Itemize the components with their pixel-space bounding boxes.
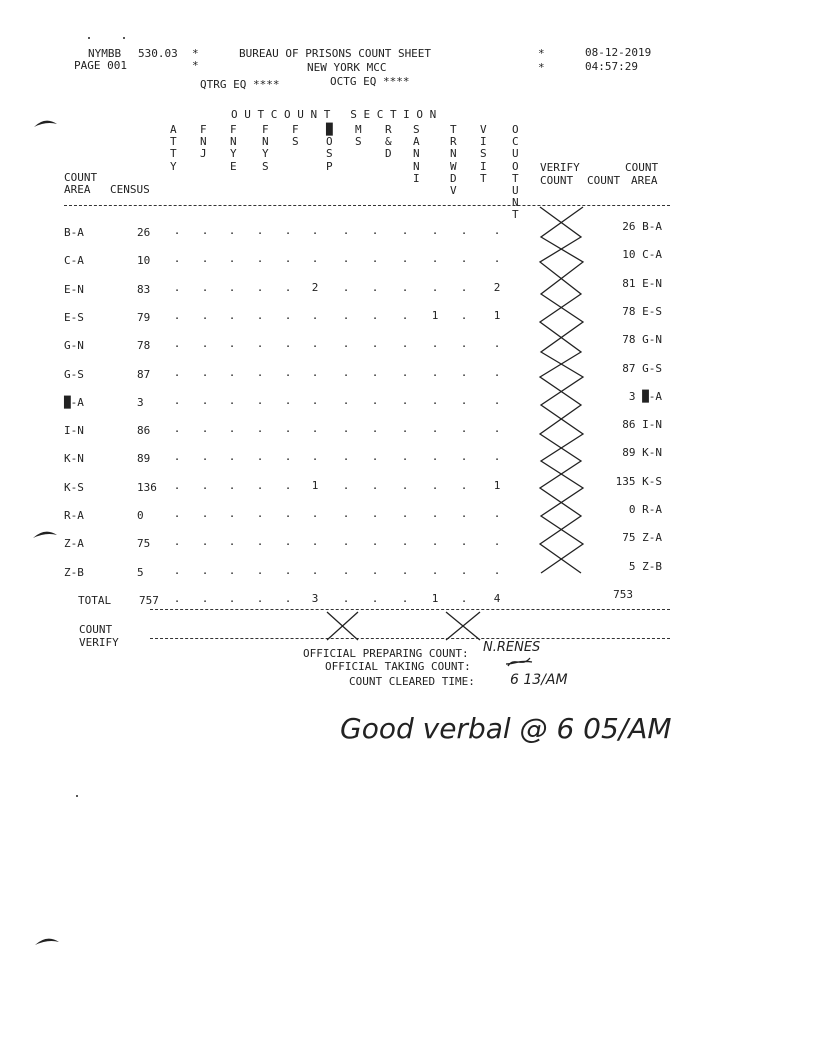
verify-count-area: 89 K-N [622, 446, 662, 460]
outcount-value: 1 [431, 308, 439, 322]
count-area: Z-B [64, 565, 84, 579]
outcount-empty-dot: . [173, 535, 181, 549]
area-right-header: AREA [631, 174, 658, 187]
outcount-empty-dot: . [401, 535, 409, 549]
outcount-empty-dot: . [431, 280, 439, 294]
count-area: E-N [64, 282, 84, 296]
system-id: NYMBB [88, 47, 122, 60]
outcount-empty-dot: . [342, 365, 350, 379]
outcount-empty-dot: . [201, 337, 209, 351]
outcount-empty-dot: . [431, 450, 439, 464]
column-header-char: N [262, 135, 269, 149]
column-header-char: S [262, 159, 269, 173]
count-right-header: COUNT [625, 161, 659, 174]
outcount-empty-dot: . [173, 365, 181, 379]
outcount-empty-dot: . [460, 535, 468, 549]
count-right-header-2: COUNT [587, 174, 621, 187]
outcount-empty-dot: . [342, 252, 350, 266]
outcount-empty-dot: . [201, 393, 209, 407]
sheet-title: BUREAU OF PRISONS COUNT SHEET [239, 47, 432, 60]
cleared-time: 6 13/AM [510, 672, 568, 688]
outcount-empty-dot: . [284, 478, 292, 492]
outcount-empty-dot: . [173, 591, 181, 605]
outcount-empty-dot: . [371, 591, 379, 605]
count-area: G-S [64, 367, 84, 381]
outcount-empty-dot: . [201, 280, 209, 294]
outcount-empty-dot: . [460, 422, 468, 436]
outcount-empty-dot: . [401, 507, 409, 520]
outcount-empty-dot: . [256, 422, 264, 436]
outcount-empty-dot: . [173, 224, 181, 237]
count-area: █-A [64, 395, 84, 409]
outcount-empty-dot: . [284, 365, 292, 379]
hole-punch-mark [34, 121, 57, 127]
column-header-char: T [512, 208, 519, 222]
total-x-mark [446, 612, 480, 640]
total-verify-count: 753 [613, 587, 633, 601]
column-header-char: N [413, 159, 420, 173]
outcount-empty-dot: . [371, 252, 379, 266]
outcount-empty-dot: . [284, 393, 292, 407]
outcount-empty-dot: . [201, 591, 209, 605]
column-header-char: S [413, 123, 420, 136]
outcount-empty-dot: . [228, 393, 236, 407]
outcount-empty-dot: . [311, 535, 319, 549]
outcount-empty-dot: . [493, 507, 501, 520]
column-header-char: E [230, 159, 237, 173]
census-value: 83 [137, 282, 151, 296]
census-value: 26 [137, 226, 151, 239]
column-header-char: T [170, 135, 177, 149]
outcount-empty-dot: . [228, 280, 236, 294]
outcount-empty-dot: . [460, 337, 468, 351]
column-header-char: F [262, 123, 269, 136]
verify-header: VERIFY [540, 161, 580, 174]
outcount-empty-dot: . [493, 535, 501, 549]
outcount-empty-dot: . [201, 507, 209, 520]
outcount-empty-dot: . [493, 252, 501, 266]
outcount-empty-dot: . [342, 337, 350, 351]
census-value: 79 [137, 310, 151, 324]
count-verify-label: COUNT [79, 623, 113, 636]
outcount-empty-dot: . [401, 337, 409, 351]
column-header-char: N [230, 135, 237, 149]
hole-punch-mark [35, 939, 59, 945]
outcount-section-title: O U T C O U N T S E C T I O N [231, 108, 437, 121]
column-header-char: C [512, 135, 519, 149]
census-value: 757 [139, 593, 159, 607]
outcount-empty-dot: . [173, 393, 181, 407]
outcount-empty-dot: . [431, 507, 439, 520]
octg-label: OCTG EQ **** [330, 75, 410, 88]
census-value: 86 [137, 424, 151, 438]
column-header-char: I [413, 171, 420, 185]
outcount-empty-dot: . [311, 337, 319, 351]
column-header-char: T [450, 123, 457, 136]
outcount-empty-dot: . [401, 224, 409, 237]
outcount-empty-dot: . [311, 422, 319, 436]
outcount-value: 2 [311, 280, 319, 294]
outcount-empty-dot: . [431, 535, 439, 549]
outcount-empty-dot: . [401, 478, 409, 492]
outcount-empty-dot: . [256, 507, 264, 520]
column-header-char: D [450, 171, 457, 185]
report-time: 04:57:29 [585, 60, 638, 73]
qtrg-label: QTRG EQ **** [200, 78, 280, 91]
outcount-empty-dot: . [201, 422, 209, 436]
outcount-empty-dot: . [284, 450, 292, 464]
column-header-char: T [512, 171, 519, 185]
preparing-signature: N.RENES [483, 640, 541, 655]
outcount-empty-dot: . [173, 280, 181, 294]
census-value: 5 [137, 565, 144, 579]
outcount-empty-dot: . [256, 478, 264, 492]
outcount-empty-dot: . [371, 478, 379, 492]
outcount-empty-dot: . [493, 337, 501, 351]
census-header: CENSUS [110, 183, 150, 196]
outcount-empty-dot: . [284, 507, 292, 520]
outcount-empty-dot: . [256, 337, 264, 351]
outcount-empty-dot: . [284, 563, 292, 577]
column-header-char: O [512, 159, 519, 173]
column-header-char: S [355, 135, 362, 149]
hole-punch-mark [33, 532, 57, 538]
census-value: 78 [137, 339, 151, 353]
verify-count-area: 81 E-N [622, 276, 662, 290]
verify-count-header: COUNT [540, 174, 574, 187]
outcount-empty-dot: . [201, 224, 209, 237]
outcount-empty-dot: . [401, 252, 409, 266]
outcount-empty-dot: . [284, 280, 292, 294]
column-header-char: J [200, 147, 207, 161]
header-star: * [192, 47, 199, 60]
count-area: K-N [64, 452, 84, 466]
outcount-empty-dot: . [284, 591, 292, 605]
outcount-empty-dot: . [342, 422, 350, 436]
column-header-char: F [200, 123, 207, 136]
outcount-empty-dot: . [173, 450, 181, 464]
outcount-empty-dot: . [342, 450, 350, 464]
taking-label: OFFICIAL TAKING COUNT: [325, 660, 471, 673]
outcount-empty-dot: . [311, 450, 319, 464]
outcount-empty-dot: . [256, 450, 264, 464]
verify-count-area: 0 R-A [628, 503, 662, 516]
column-header-char: A [170, 123, 177, 136]
outcount-empty-dot: . [342, 393, 350, 407]
outcount-empty-dot: . [284, 535, 292, 549]
outcount-empty-dot: . [401, 422, 409, 436]
outcount-empty-dot: . [201, 535, 209, 549]
outcount-empty-dot: . [460, 393, 468, 407]
outcount-empty-dot: . [371, 308, 379, 322]
outcount-empty-dot: . [493, 393, 501, 407]
outcount-empty-dot: . [401, 308, 409, 322]
verify-count-area: 10 C-A [622, 248, 662, 262]
outcount-empty-dot: . [431, 422, 439, 436]
count-area: R-A [64, 509, 84, 522]
outcount-empty-dot: . [256, 365, 264, 379]
outcount-value: 1 [493, 478, 501, 492]
outcount-empty-dot: . [371, 535, 379, 549]
outcount-empty-dot: . [371, 422, 379, 436]
census-value: 3 [137, 395, 144, 409]
report-date: 08-12-2019 [585, 46, 652, 59]
outcount-empty-dot: . [228, 507, 236, 520]
outcount-empty-dot: . [371, 393, 379, 407]
count-area: B-A [64, 226, 84, 239]
column-header-char: O [326, 135, 333, 149]
outcount-empty-dot: . [228, 308, 236, 322]
column-header-char: D [385, 147, 392, 161]
column-header-char: N [512, 196, 519, 210]
outcount-empty-dot: . [431, 337, 439, 351]
outcount-empty-dot: . [493, 224, 501, 237]
taking-signature-scribble [506, 658, 532, 666]
handwritten-note: Good verbal @ 6 05/AM [340, 712, 672, 745]
outcount-empty-dot: . [228, 252, 236, 266]
count-area: K-S [64, 480, 84, 494]
outcount-empty-dot: . [401, 563, 409, 577]
outcount-empty-dot: . [371, 280, 379, 294]
outcount-empty-dot: . [431, 563, 439, 577]
outcount-empty-dot: . [460, 252, 468, 266]
column-header-char: T [480, 171, 487, 185]
column-header-char: N [413, 147, 420, 161]
column-header-char: W [450, 159, 457, 173]
outcount-empty-dot: . [431, 365, 439, 379]
column-header-char: I [480, 135, 487, 149]
column-header-char: U [512, 147, 519, 161]
outcount-empty-dot: . [371, 365, 379, 379]
cleared-label: COUNT CLEARED TIME: [349, 675, 475, 688]
column-header-char: I [480, 159, 487, 173]
outcount-empty-dot: . [284, 252, 292, 266]
verify-count-area: 26 B-A [622, 220, 662, 233]
column-header-char: A [413, 135, 420, 149]
page-number: PAGE 001 [74, 59, 127, 72]
outcount-empty-dot: . [311, 563, 319, 577]
verify-count-area: 135 K-S [615, 474, 662, 488]
outcount-empty-dot: . [401, 365, 409, 379]
census-value: 0 [137, 509, 144, 522]
outcount-empty-dot: . [201, 308, 209, 322]
outcount-empty-dot: . [256, 280, 264, 294]
outcount-empty-dot: . [342, 535, 350, 549]
verify-count-area: 3 █-A [628, 389, 662, 403]
outcount-empty-dot: . [311, 365, 319, 379]
outcount-empty-dot: . [228, 422, 236, 436]
outcount-empty-dot: . [401, 591, 409, 605]
outcount-empty-dot: . [256, 252, 264, 266]
count-verify-label-2: VERIFY [79, 636, 119, 649]
outcount-empty-dot: . [173, 308, 181, 322]
outcount-empty-dot: . [371, 224, 379, 237]
verify-zigzag [540, 207, 581, 573]
outcount-empty-dot: . [311, 308, 319, 322]
outcount-empty-dot: . [342, 224, 350, 237]
count-area: G-N [64, 339, 84, 353]
outcount-empty-dot: . [493, 563, 501, 577]
census-value: 10 [137, 254, 151, 268]
column-header-char: V [450, 184, 457, 197]
outcount-empty-dot: . [228, 563, 236, 577]
outcount-empty-dot: . [311, 224, 319, 237]
outcount-empty-dot: . [201, 478, 209, 492]
column-header-char: N [200, 135, 207, 149]
outcount-empty-dot: . [256, 591, 264, 605]
outcount-value: 2 [493, 280, 501, 294]
outcount-empty-dot: . [460, 224, 468, 237]
column-header-char: N [450, 147, 457, 161]
column-header-char: R [385, 123, 392, 136]
outcount-value: 1 [493, 308, 501, 322]
outcount-empty-dot: . [311, 507, 319, 520]
preparing-label: OFFICIAL PREPARING COUNT: [303, 647, 469, 660]
outcount-empty-dot: . [460, 507, 468, 520]
outcount-empty-dot: . [228, 478, 236, 492]
column-header-char: Y [262, 147, 269, 161]
outcount-empty-dot: . [371, 563, 379, 577]
column-header-char: & [385, 135, 392, 149]
column-header-char: R [450, 135, 457, 149]
outcount-empty-dot: . [173, 507, 181, 520]
outcount-empty-dot: . [401, 450, 409, 464]
outcount-empty-dot: . [371, 450, 379, 464]
outcount-empty-dot: . [173, 422, 181, 436]
outcount-empty-dot: . [256, 308, 264, 322]
column-header-char: P [326, 159, 333, 173]
outcount-value: 4 [493, 591, 501, 605]
outcount-empty-dot: . [342, 507, 350, 520]
total-x-mark [327, 612, 358, 640]
outcount-empty-dot: . [284, 224, 292, 237]
column-header-char: S [326, 147, 333, 161]
verify-count-area: 87 G-S [622, 361, 662, 375]
total-label: TOTAL [78, 593, 112, 607]
column-header-char: O [512, 123, 519, 136]
outcount-empty-dot: . [284, 337, 292, 351]
outcount-empty-dot: . [228, 337, 236, 351]
outcount-empty-dot: . [371, 507, 379, 520]
outcount-empty-dot: . [228, 450, 236, 464]
outcount-empty-dot: . [201, 563, 209, 577]
count-area: E-S [64, 310, 84, 324]
outcount-empty-dot: . [228, 535, 236, 549]
column-header-char: S [480, 147, 487, 161]
column-header-char: U [512, 184, 519, 197]
outcount-empty-dot: . [173, 252, 181, 266]
outcount-empty-dot: . [401, 393, 409, 407]
outcount-empty-dot: . [256, 224, 264, 237]
outcount-empty-dot: . [228, 365, 236, 379]
column-header-char: F [292, 123, 299, 136]
outcount-value: 1 [431, 591, 439, 605]
verify-count-area: 78 E-S [622, 304, 662, 318]
outcount-empty-dot: . [173, 563, 181, 577]
count-area: Z-A [64, 537, 84, 551]
column-header-char: F [230, 123, 237, 136]
outcount-empty-dot: . [228, 591, 236, 605]
column-header-char: T [170, 147, 177, 161]
outcount-empty-dot: . [460, 478, 468, 492]
outcount-empty-dot: . [460, 308, 468, 322]
census-value: 87 [137, 367, 151, 381]
column-header-char: Y [230, 147, 237, 161]
header-star: * [192, 59, 199, 72]
outcount-empty-dot: . [493, 365, 501, 379]
outcount-empty-dot: . [493, 422, 501, 436]
column-header-char: M [355, 123, 362, 136]
outcount-empty-dot: . [431, 478, 439, 492]
outcount-empty-dot: . [256, 563, 264, 577]
column-header-char: S [292, 135, 299, 149]
outcount-empty-dot: . [173, 337, 181, 351]
outcount-empty-dot: . [460, 563, 468, 577]
verify-count-area: 78 G-N [622, 333, 662, 347]
outcount-empty-dot: . [228, 224, 236, 237]
outcount-empty-dot: . [201, 450, 209, 464]
outcount-empty-dot: . [460, 365, 468, 379]
area-header: AREA [64, 183, 91, 196]
outcount-empty-dot: . [342, 308, 350, 322]
outcount-empty-dot: . [460, 591, 468, 605]
column-header-char: █ [326, 123, 333, 136]
outcount-empty-dot: . [431, 252, 439, 266]
outcount-empty-dot: . [342, 591, 350, 605]
outcount-empty-dot: . [256, 535, 264, 549]
outcount-empty-dot: . [342, 563, 350, 577]
outcount-empty-dot: . [460, 280, 468, 294]
column-header-char: Y [170, 159, 177, 173]
outcount-empty-dot: . [401, 280, 409, 294]
outcount-empty-dot: . [493, 450, 501, 464]
outcount-empty-dot: . [173, 478, 181, 492]
verify-count-area: 75 Z-A [622, 531, 662, 545]
census-value: 89 [137, 452, 151, 466]
outcount-empty-dot: . [201, 365, 209, 379]
census-value: 136 [137, 480, 157, 494]
outcount-empty-dot: . [342, 280, 350, 294]
outcount-value: 3 [311, 591, 319, 605]
count-area: C-A [64, 254, 84, 268]
column-header-char: V [480, 123, 487, 136]
outcount-empty-dot: . [201, 252, 209, 266]
header-star: * [538, 61, 545, 74]
verify-zigzag [541, 207, 583, 573]
outcount-empty-dot: . [431, 393, 439, 407]
count-area: I-N [64, 424, 84, 438]
verify-count-area: 5 Z-B [628, 559, 662, 573]
outcount-empty-dot: . [311, 393, 319, 407]
outcount-empty-dot: . [284, 422, 292, 436]
outcount-empty-dot: . [284, 308, 292, 322]
verify-count-area: 86 I-N [622, 418, 662, 432]
outcount-empty-dot: . [342, 478, 350, 492]
version-number: 530.03 [138, 47, 178, 60]
outcount-empty-dot: . [311, 252, 319, 266]
facility-name: NEW YORK MCC [307, 61, 387, 74]
outcount-empty-dot: . [431, 224, 439, 237]
outcount-empty-dot: . [371, 337, 379, 351]
outcount-empty-dot: . [460, 450, 468, 464]
outcount-empty-dot: . [256, 393, 264, 407]
count-header: COUNT [64, 171, 98, 184]
header-star: * [538, 47, 545, 60]
census-value: 75 [137, 537, 151, 551]
outcount-value: 1 [311, 478, 319, 492]
